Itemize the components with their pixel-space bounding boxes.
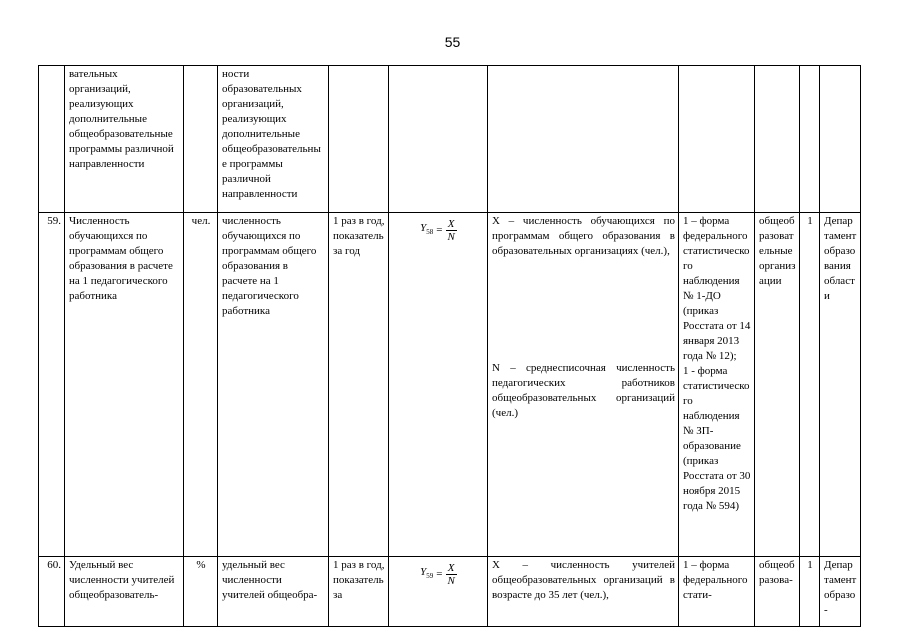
indicator-name: Удельный вес численности учителей общеобразователь- <box>65 557 184 627</box>
indicator-definition: удельный вес численности учителей общеобра- <box>218 557 329 627</box>
formula-denominator: N <box>447 231 455 243</box>
method: 1 <box>800 213 820 557</box>
formula-numerator: X <box>447 562 455 574</box>
data-source: 1 – форма федерального статистического наблюдения № 1-ДО (приказ Росстата от 14 января 2013 года № 12); 1 - форма статистического наблюдения № ЗП-образование (приказ Росстата от 30 ноября 2015 года № 594) <box>679 213 755 557</box>
reporting-org: общеобразовательные организации <box>755 213 800 557</box>
row-number: 59. <box>39 213 65 557</box>
formula-fraction <box>446 562 457 587</box>
formula-lhs: $Y_{59}$ <box>420 565 434 581</box>
indicator-definition: ности образовательных организаций, реализующих дополнительные общеобразовательные программы различной направленности <box>218 66 329 213</box>
periodicity <box>329 66 389 213</box>
indicator-name: вательных организаций, реализующих дополнительные общеобразовательные программы различной направленности <box>65 66 184 213</box>
unit <box>184 66 218 213</box>
variable-descriptions <box>488 213 679 557</box>
formula-numerator: X <box>447 218 455 230</box>
formula-lhs: $Y_{58}$ <box>420 221 434 237</box>
x-description: X – численность обучающихся по программам общего образования в образовательных организациях (чел.), <box>492 215 675 257</box>
variable-descriptions <box>488 557 679 627</box>
table-row <box>39 66 861 213</box>
responsible <box>820 66 861 213</box>
method <box>800 66 820 213</box>
responsible: Департамент образо- <box>820 557 861 627</box>
variable-descriptions <box>488 66 679 213</box>
formula: $Y_{59}$ = $\frac{X}{N}$ <box>420 562 455 587</box>
indicator-name: Численность обучающихся по программам общего образования в расчете на 1 педагогического работника <box>65 213 184 557</box>
n-description: N – среднесписочная численность педагогических работников общеобразовательных организаций (чел.) <box>492 362 675 419</box>
formula-denominator: N <box>447 575 455 587</box>
responsible: Департамент образования области <box>820 213 861 557</box>
formula-fraction <box>446 218 457 243</box>
indicator-definition: численность обучающихся по программам общего образования в расчете на 1 педагогического работника <box>218 213 329 557</box>
data-source: 1 – форма федерального стати- <box>679 557 755 627</box>
formula-cell <box>389 213 488 557</box>
unit: чел. <box>184 213 218 557</box>
page-number: 55 <box>444 34 461 50</box>
row-number: 60. <box>39 557 65 627</box>
row-number <box>39 66 65 213</box>
unit: % <box>184 557 218 627</box>
data-source <box>679 66 755 213</box>
indicator-table <box>38 65 861 627</box>
table-row <box>39 213 861 557</box>
periodicity: 1 раз в год, показатель за <box>329 557 389 627</box>
reporting-org: общеобразова- <box>755 557 800 627</box>
formula-cell <box>389 557 488 627</box>
formula: $Y_{58}$ = $\frac{X}{N}$ <box>420 218 455 243</box>
method: 1 <box>800 557 820 627</box>
formula-cell <box>389 66 488 213</box>
x-description: X – численность учителей общеобразовательных организаций в возрасте до 35 лет (чел.), <box>492 559 675 601</box>
reporting-org <box>755 66 800 213</box>
table-row <box>39 557 861 627</box>
periodicity: 1 раз в год, показатель за год <box>329 213 389 557</box>
